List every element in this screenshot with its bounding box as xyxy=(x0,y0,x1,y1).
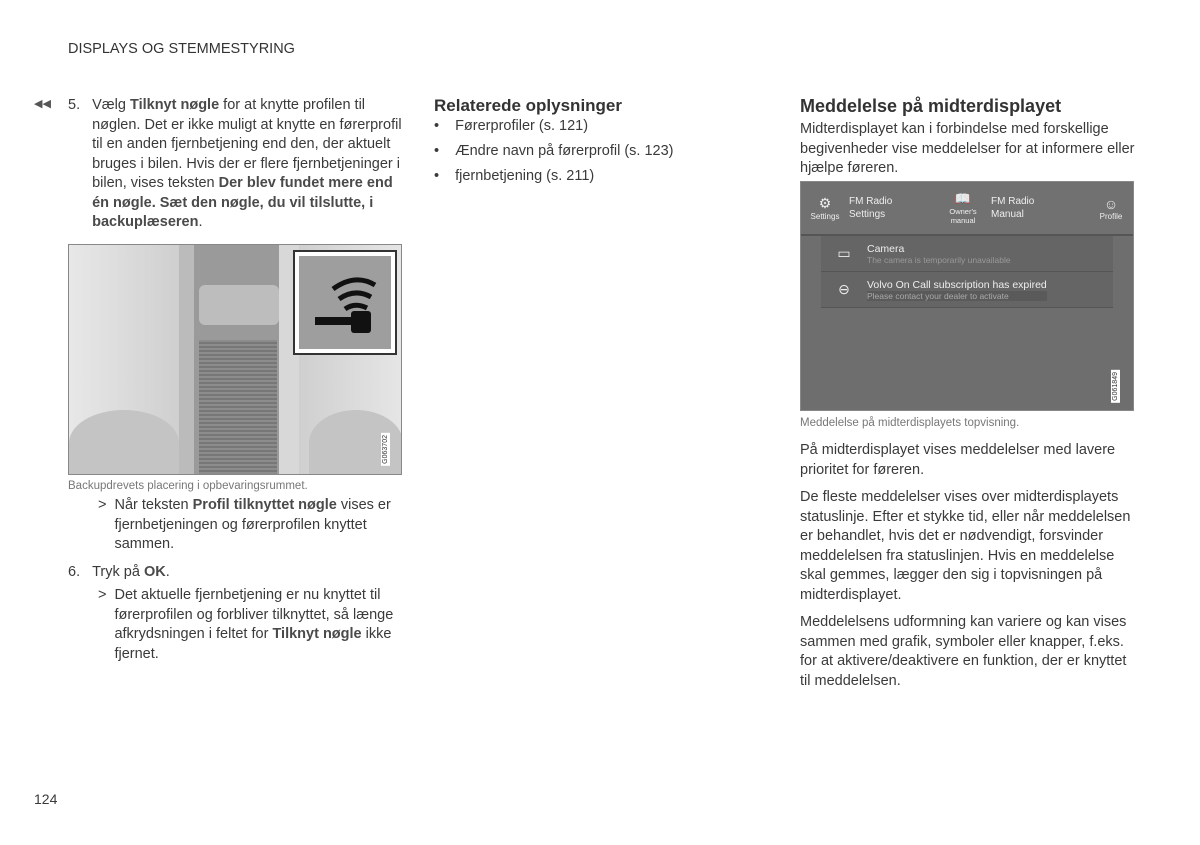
step-5 xyxy=(68,96,403,233)
intro-text: Midterdisplayet kan i forbindelse med forskellige begivenheder vise meddelelser for at informere eller hjælpe føreren. xyxy=(800,121,1135,176)
continued-icon: ◀◀ xyxy=(34,98,51,110)
step-number: 5. xyxy=(68,97,81,113)
image-caption: Backupdrevets placering i opbevaringsrummet. xyxy=(68,480,308,492)
related-link[interactable]: • fjernbetjening (s. 211) xyxy=(434,168,595,184)
remote-key-icon xyxy=(299,256,391,349)
settings-icon: ⚙ xyxy=(818,195,832,211)
step-text: Vælg Tilknyt nøgle for at knytte profilen til nøglen. Det er ikke muligt at knytte en førerprofil til en anden fjernbetjening end den, der aktuelt bruges i bilen. Hvis der er flere fjernbetjeninger i bilen, vises teksten Der blev fundet mere end én nøgle. Sæt den nøgle, du vil tilslutte, i backuplæseren. xyxy=(92,97,402,230)
camera-icon: ▭ xyxy=(837,245,851,261)
step-6: 6. Tryk på OK. xyxy=(68,564,170,580)
image-code: G063702 xyxy=(382,435,389,464)
fm-radio-settings-tile: FM Radio Settings xyxy=(849,196,893,220)
result-1: > Når teksten Profil tilknyttet nøgle vises er fjernbetjeningen og førerprofilen knyttet sammen. xyxy=(98,497,391,552)
profile-icon: ☺ xyxy=(1103,195,1119,212)
center-display-screenshot xyxy=(800,181,1134,411)
image-code: G061849 xyxy=(1112,372,1119,401)
paragraph: Meddelelsens udformning kan variere og kan vises sammen med grafik, symboler eller knapper, f.eks. for at aktivere/deaktivere en funktion, der er knyttet til meddelelsen. xyxy=(800,614,1127,689)
paragraph: De fleste meddelelser vises over midterdisplayets statuslinje. Efter et stykke tid, eller når meddelelsen er behandlet, hvis det er nødvendigt, forsvinder meddelelsen fra statuslinjen. Hvis en meddelelse skal gemmes, lægger den sig i topvisningen på midterdisplayet. xyxy=(800,489,1131,603)
owners-manual-tile: 📖 Owner's manual xyxy=(949,191,977,225)
book-icon: 📖 xyxy=(954,191,972,206)
section-heading: Meddelelse på midterdisplayet xyxy=(800,96,1062,116)
related-link[interactable]: • Ændre navn på førerprofil (s. 123) xyxy=(434,143,674,159)
settings-tile: ⚙ Settings xyxy=(810,195,840,221)
top-bar xyxy=(801,182,1133,236)
related-link[interactable]: • Førerprofiler (s. 121) xyxy=(434,118,589,134)
console-illustration xyxy=(68,244,402,475)
fm-radio-manual-tile: FM Radio Manual xyxy=(991,196,1035,220)
volvo-icon: ⊖ xyxy=(838,281,850,297)
section-header: DISPLAYS OG STEMMESTYRING xyxy=(68,41,295,57)
profile-tile: ☺ Profile xyxy=(1099,195,1123,221)
result-2: > Det aktuelle fjernbetjening er nu knyttet til førerprofilen og forbliver tilknyttet, så længe afkrydsningen i feltet for Tilknyt nøgle ikke fjernet. xyxy=(98,587,394,662)
image-caption: Meddelelse på midterdisplayets topvisning. xyxy=(800,417,1020,429)
page-number: 124 xyxy=(34,791,58,807)
key-reader-callout xyxy=(293,250,397,355)
related-heading: Relaterede oplysninger xyxy=(434,96,623,115)
paragraph: På midterdisplayet vises meddelelser med lavere prioritet for føreren. xyxy=(800,442,1116,478)
notification-camera[interactable]: ▭ Camera The camera is temporarily unavailable xyxy=(821,236,1113,272)
notification-volvo-on-call[interactable]: ⊖ Volvo On Call subscription has expired Please contact your dealer to activate xyxy=(821,272,1113,308)
